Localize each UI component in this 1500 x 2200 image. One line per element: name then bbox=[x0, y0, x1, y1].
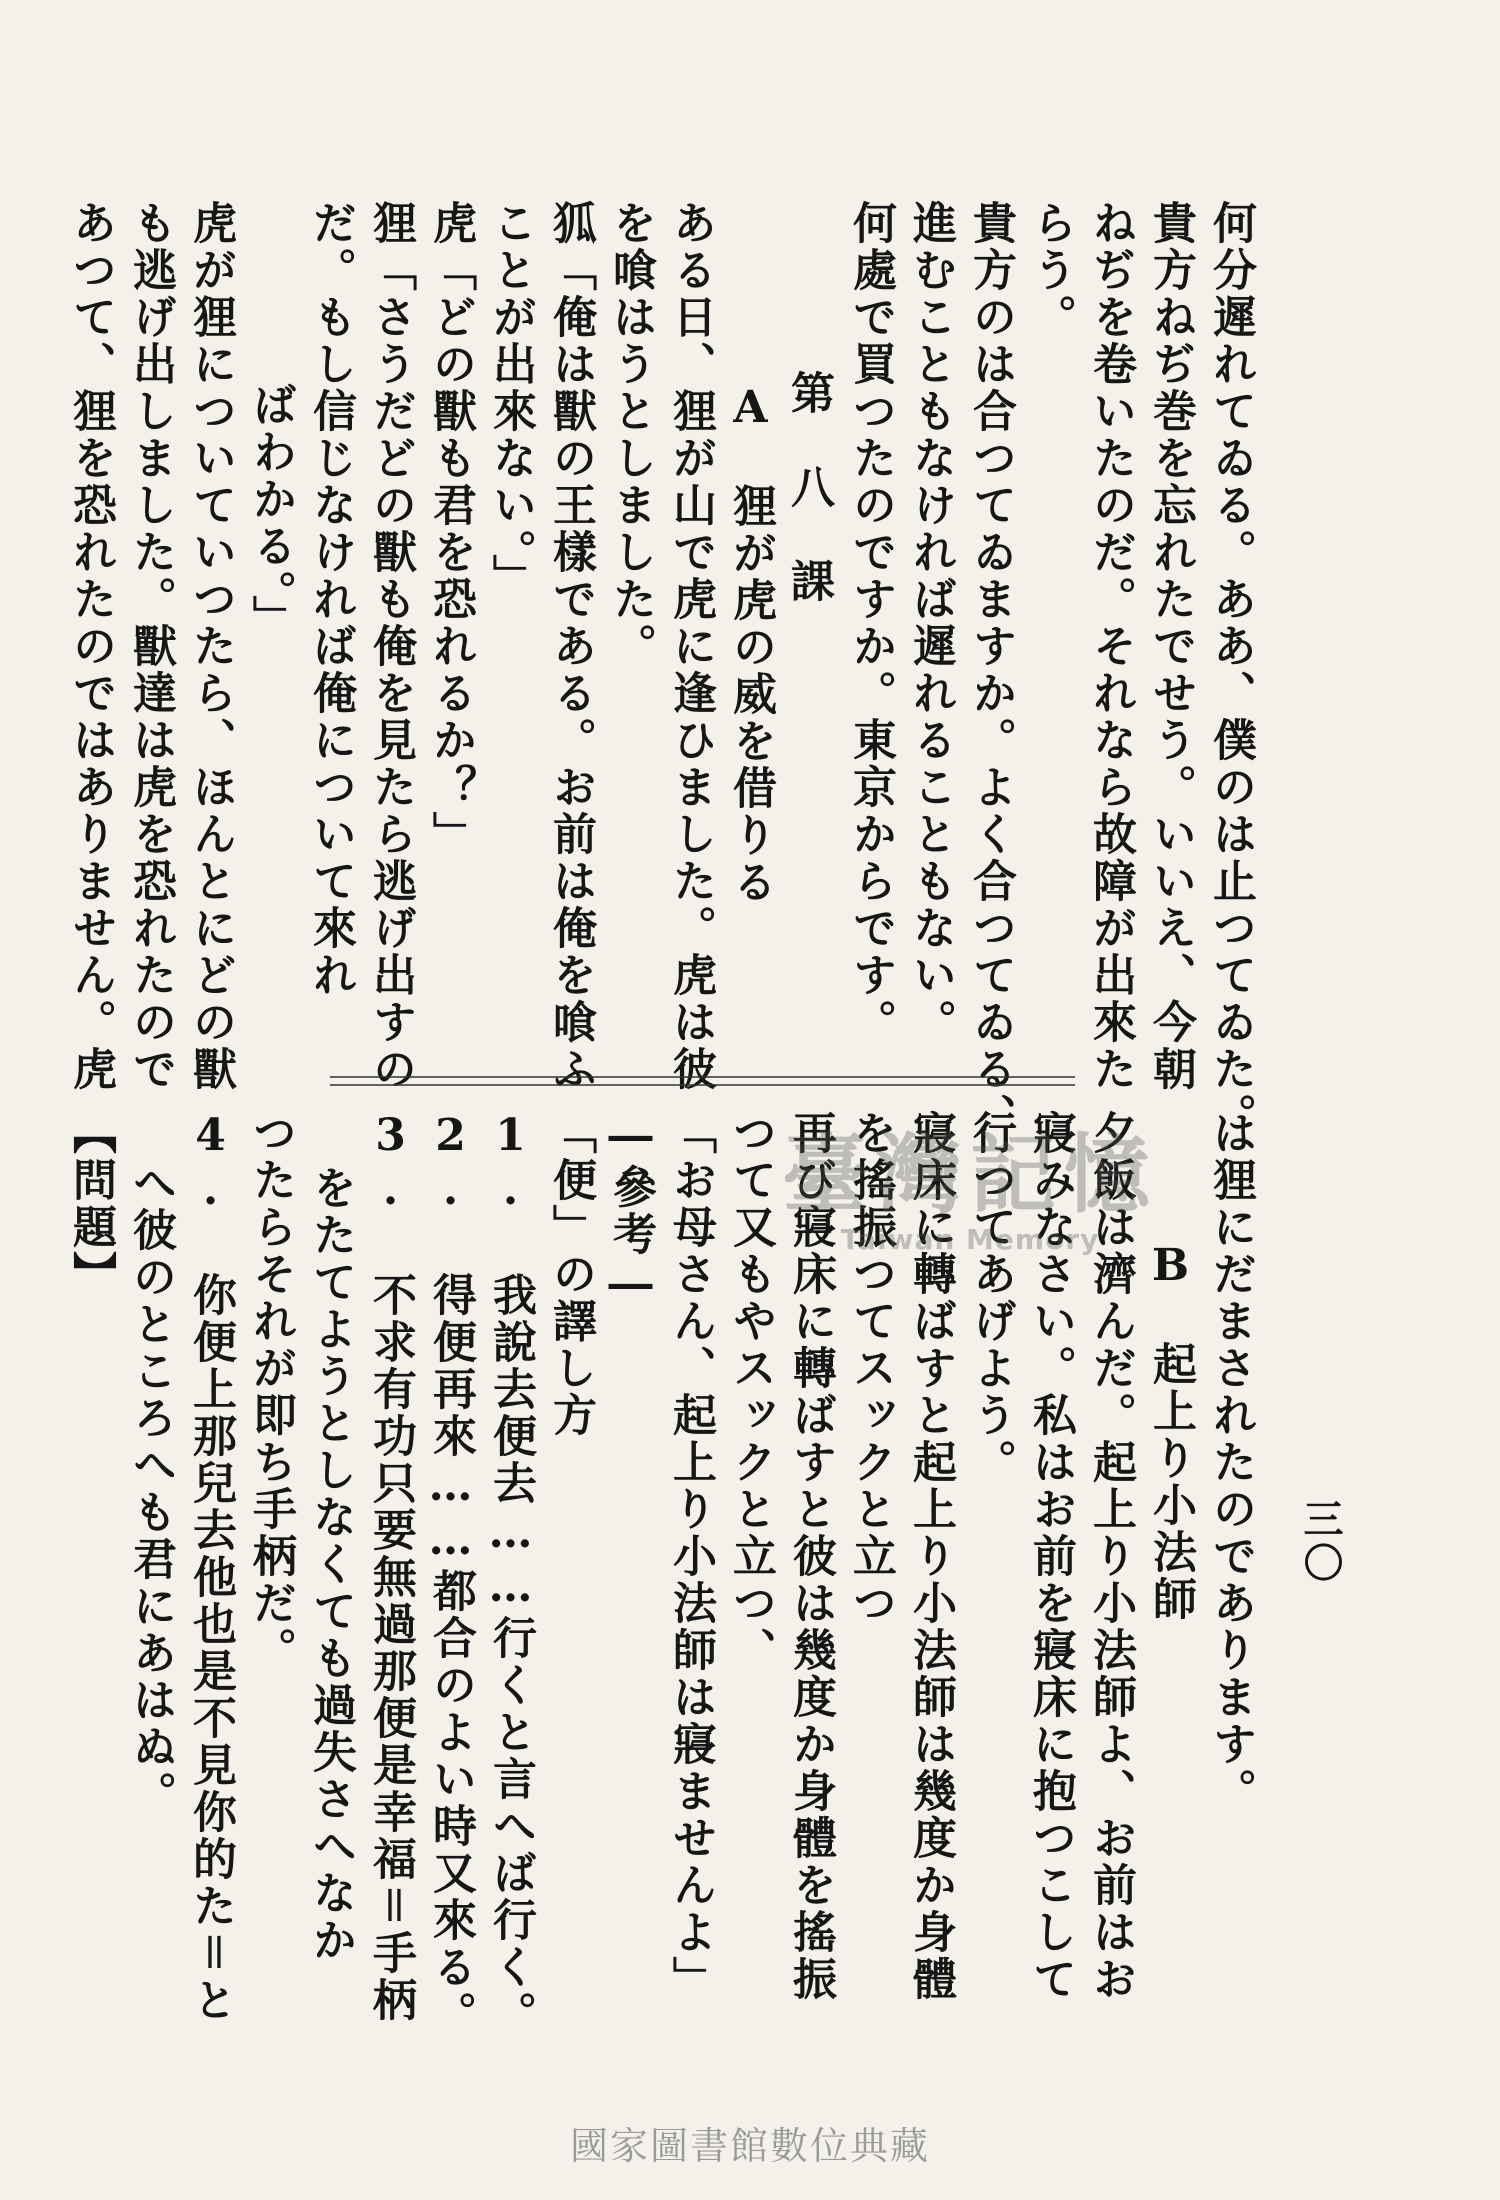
text-column-line-15: 狸「さうだどの獸も俺を見たら逃げ出すの bbox=[365, 200, 416, 1093]
text-column-line-1: 何分遲れてゐる。ああ、僕のは止つてゐた。 bbox=[1205, 200, 1256, 1140]
text-column-line-24: 寢みなさい。私はお前を寢床に抱つこして bbox=[1025, 1110, 1076, 2003]
text-column-example-1: 1. 我說去便去……行くと言へば行く。 bbox=[485, 1110, 536, 2038]
page-number: 三〇 bbox=[1297, 1498, 1344, 1586]
text-column-line-11: を喰はうとしました。 bbox=[605, 200, 656, 670]
text-column-line-7: 何處で買つたのですか。東京からです。 bbox=[845, 200, 896, 1046]
text-column-reference-heading: ―參考― bbox=[605, 1110, 656, 1312]
watermark-chinese-text: 臺灣記憶 bbox=[782, 1124, 1158, 1225]
text-column-line-12: 狐「俺は獸の王樣である。お前は俺を喰ふ bbox=[545, 200, 596, 1093]
text-column-line-10: ある日、狸が山で虎に逢ひました。虎は彼 bbox=[665, 200, 716, 1093]
text-column-line-26: 寢床に轉ばすと起上り小法師は幾度か身體 bbox=[905, 1110, 956, 2003]
text-column-line-39: へ彼のところへも君にあはぬ。 bbox=[125, 1160, 176, 1818]
text-column-line-36: をたてようとしなくても過失さへなか bbox=[305, 1165, 356, 1964]
text-column-line-2: 貴方ねぢ巻を忘れたでせう。いいえ、今朝 bbox=[1145, 200, 1196, 1093]
text-column-story-a-title: A 狸が虎の威を借りる bbox=[725, 382, 776, 906]
text-column-line-23: 夕飯は濟んだ。起上り小法師よ、お前はお bbox=[1085, 1110, 1136, 2003]
text-column-line-25: 行つてあげよう。 bbox=[965, 1110, 1016, 1486]
text-column-line-16: だ。もし信じなければ俺について來れ bbox=[305, 200, 356, 999]
section-divider bbox=[330, 1076, 1075, 1086]
text-column-line-21: は狸にだまされたのであります。 bbox=[1205, 1110, 1256, 1815]
text-column-line-14: 虎「どの獸も君を恐れるか？」 bbox=[425, 200, 476, 858]
text-column-line-13: ことが出來ない。」 bbox=[485, 200, 536, 601]
text-column-line-6: 進むこともなければ遲れることもない。 bbox=[905, 200, 956, 1046]
watermark-english-text: Taiwan Memory bbox=[840, 1223, 1100, 1256]
text-column-example-3: 3. 不求有功只要無過那便是幸福＝手柄 bbox=[365, 1110, 416, 2024]
text-column-usage-heading: 「便」の譯し方 bbox=[545, 1110, 596, 1439]
text-column-line-30: 「お母さん、起上り小法師は寢ませんよ」 bbox=[665, 1110, 716, 2003]
text-column-line-18: 虎が狸についていつたら、ほんとにどの獸 bbox=[185, 200, 236, 1093]
text-column-line-5: 貴方のは合つてゐますか。よく合つてゐる、 bbox=[965, 200, 1016, 1140]
text-column-line-19: も逃げ出しました。獸達は虎を恐れたので bbox=[125, 200, 176, 1093]
text-column-line-3: ねぢを卷いたのだ。それなら故障が出來た bbox=[1085, 200, 1136, 1093]
text-column-line-20: あつて、狸を恐れたのではありません。虎 bbox=[65, 200, 116, 1093]
text-column-line-17: ばわかる。」 bbox=[245, 382, 296, 642]
text-column-lesson-heading: 第 八 課 bbox=[783, 370, 834, 605]
taiwan-memory-watermark bbox=[730, 1105, 1210, 1275]
text-column-line-28: 再び寢床に轉ばすと彼は幾度か身體を搖振 bbox=[785, 1110, 836, 2003]
text-column-example-2: 2. 得便再來……都合のよい時又來る。 bbox=[425, 1110, 476, 2038]
text-column-line-27: を搖振つてスックと立つ bbox=[845, 1110, 896, 1627]
text-column-story-b-title: B 起上り小法師 bbox=[1145, 1240, 1196, 1623]
text-column-line-29: つて又もやスックと立つ、 bbox=[725, 1110, 776, 1674]
text-column-exercise-heading: 【問題】 bbox=[65, 1110, 116, 1298]
footer-collection-credit: 國家圖書館數位典藏 bbox=[569, 2124, 930, 2168]
text-column-example-4: 4. 你便上那兒去他也是不見你的た＝と bbox=[185, 1110, 236, 2024]
text-column-line-37: つたらそれが即ち手柄だ。 bbox=[245, 1110, 296, 1674]
text-column-line-4: らう。 bbox=[1025, 200, 1076, 341]
